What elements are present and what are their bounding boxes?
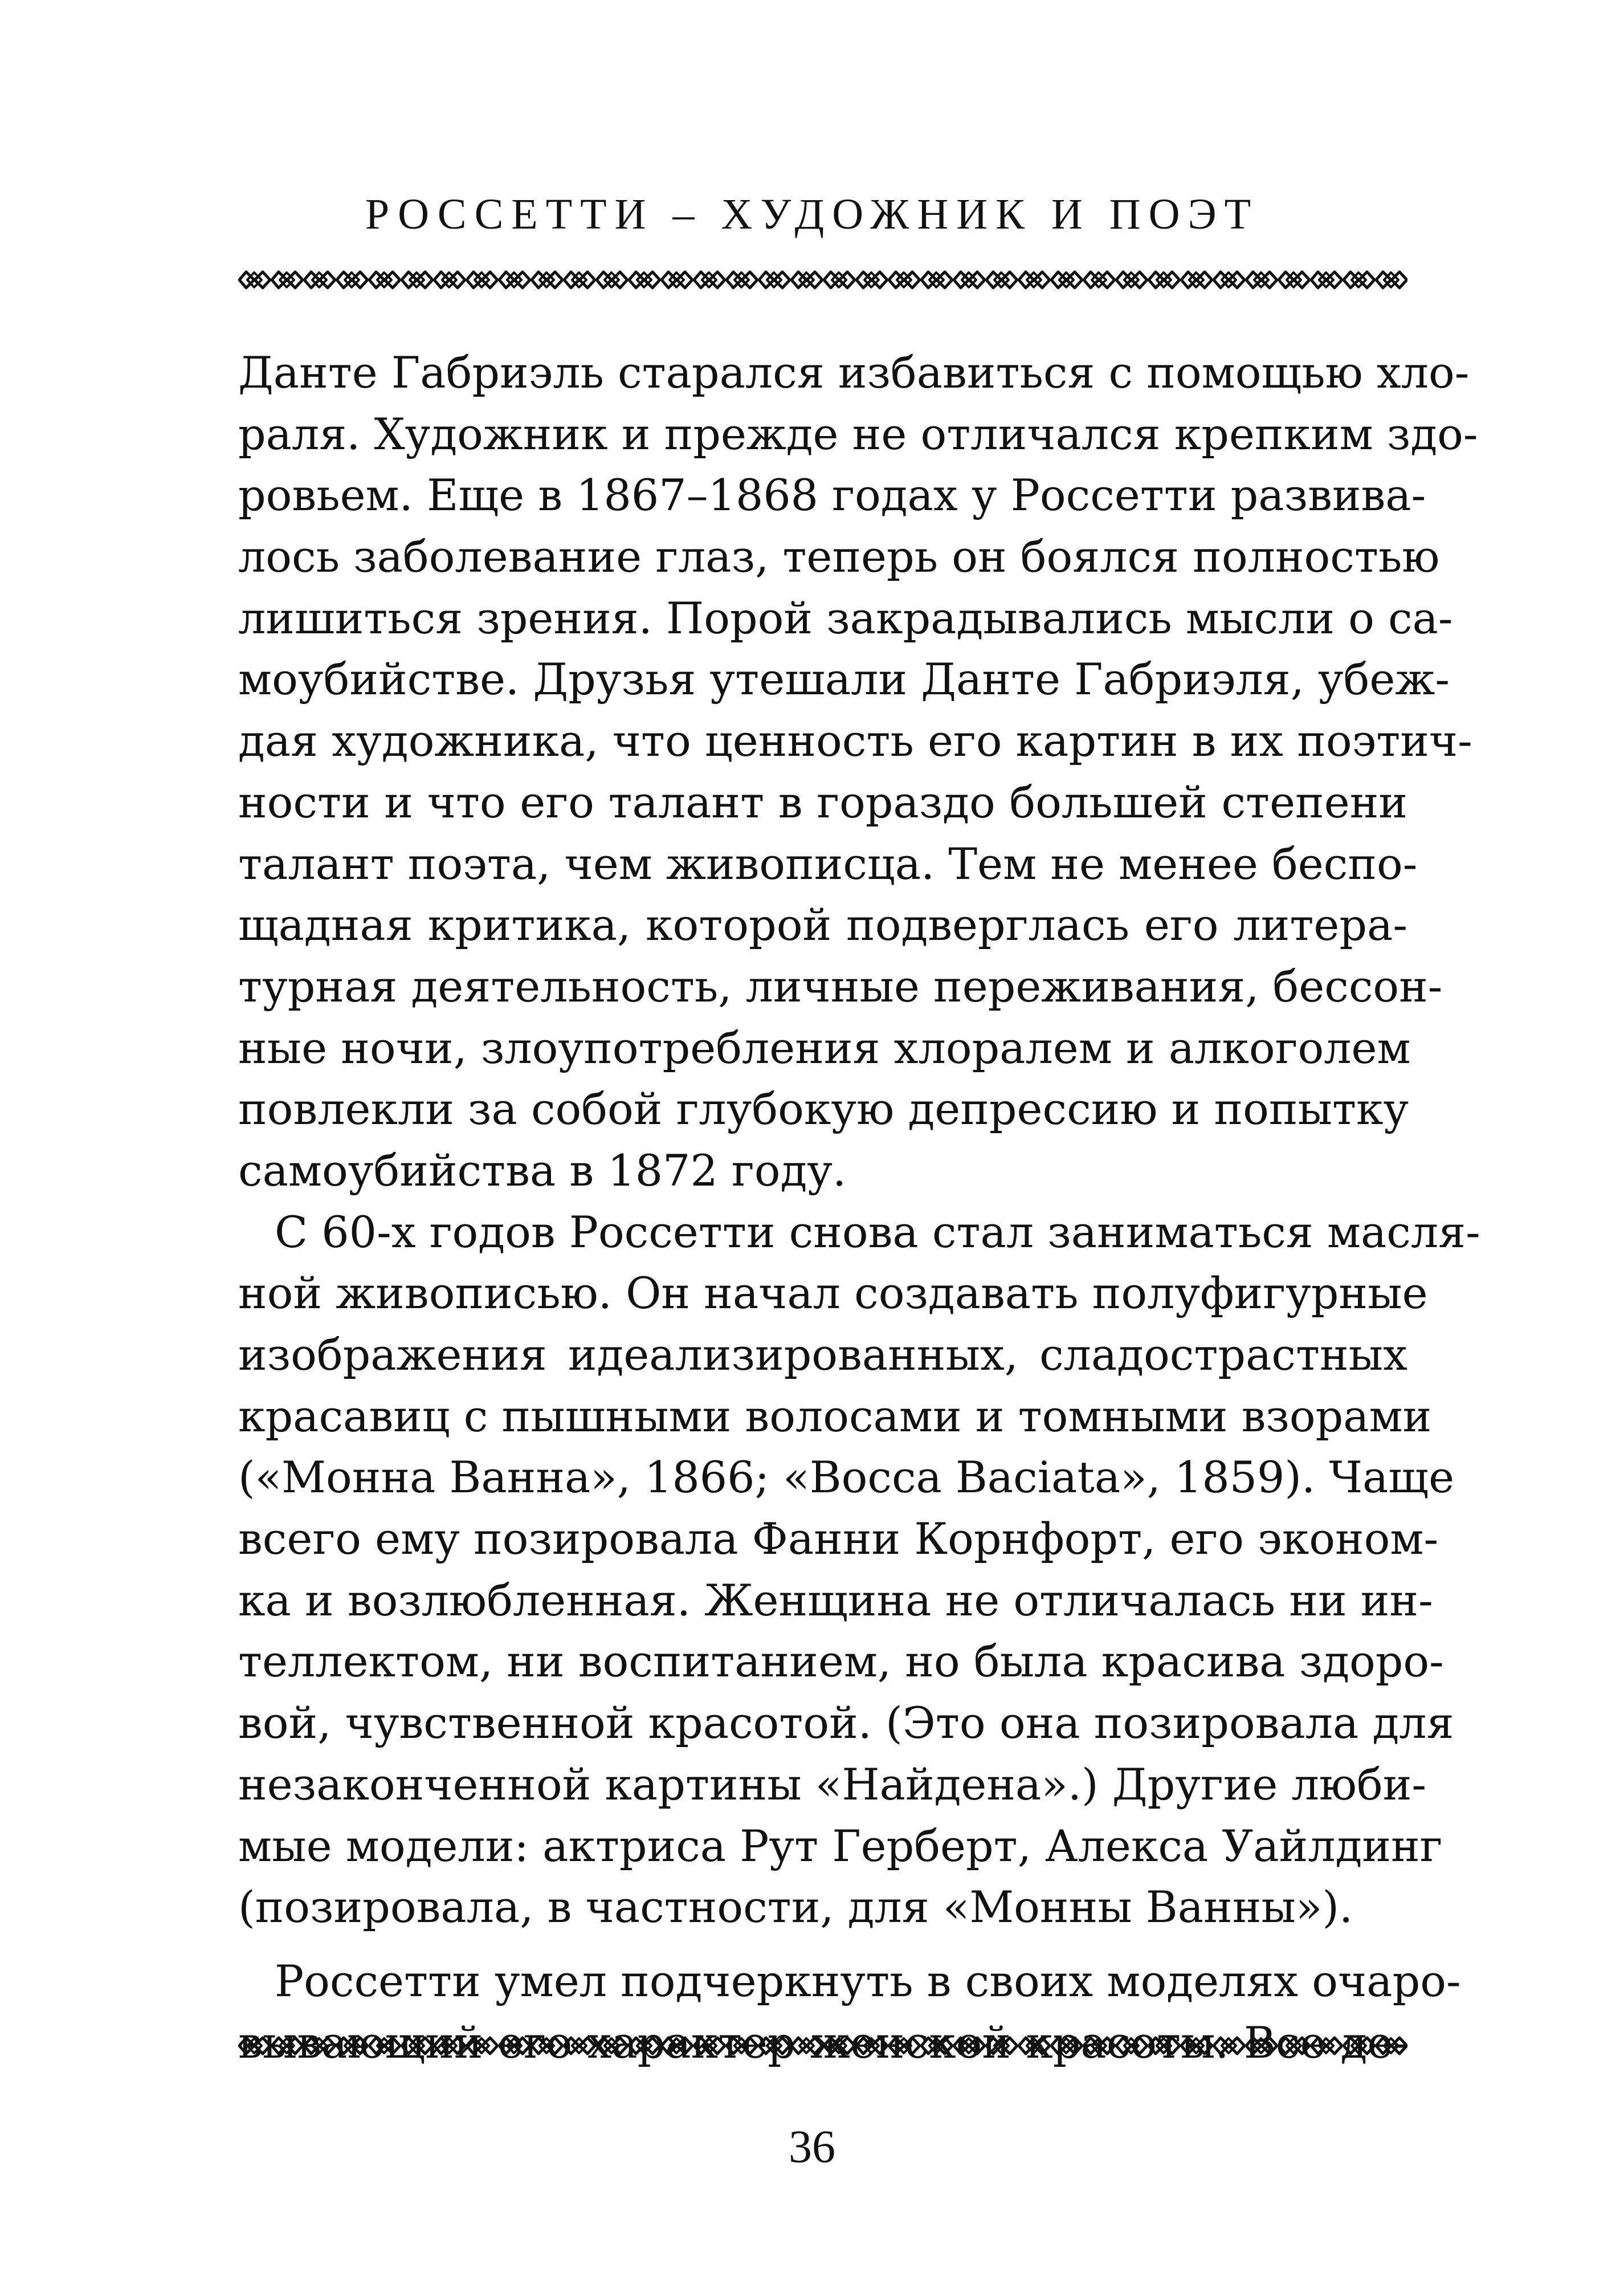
text-line: Россетти умел подчеркнуть в своих моделях очаро-: [275, 1955, 1461, 2006]
text-line: мые модели: актриса Рут Герберт, Алекса Уайлдинг: [238, 1820, 1443, 1871]
text-line: («Монна Ванна», 1866; «Bocca Baciata», 1859). Чаще: [238, 1452, 1455, 1503]
body-text: [238, 342, 1480, 2073]
running-head: РОССЕТТИ – ХУДОЖНИК И ПОЭТ: [365, 190, 1259, 238]
text-line: талант поэта, чем живописца. Тем не менее беспо-: [238, 838, 1418, 889]
braid-ornament-icon: [238, 2034, 1407, 2058]
text-line: (позировала, в частности, для «Монны Ванны»).: [238, 1882, 1353, 1933]
text-line: Данте Габриэль старался избавиться с помощью хло-: [238, 347, 1470, 398]
text-line: незаконченной картины «Найдена».) Другие люби-: [238, 1758, 1427, 1810]
text-line: самоубийства в 1872 году.: [238, 1145, 847, 1196]
text-line: ка и возлюбленная. Женщина не отличалась ни ин-: [238, 1574, 1433, 1626]
text-line: ности и что его талант в гораздо большей степени: [238, 776, 1407, 828]
page-number: 36: [789, 2120, 835, 2172]
text-line: моубийстве. Друзья утешали Данте Габриэля, убеж-: [238, 654, 1450, 705]
text-line: повлекли за собой глубокую депрессию и попытку: [238, 1084, 1409, 1135]
paragraph-gap: [238, 1938, 1407, 1951]
text-line: ные ночи, злоупотребления хлоралем и алкоголем: [238, 1022, 1411, 1073]
text-line: красавиц с пышными волосами и томными взорами: [238, 1390, 1432, 1442]
text-line: теллектом, ни воспитанием, но была красива здоро-: [238, 1636, 1444, 1687]
text-line: С 60-х годов Россетти снова стал заниматься масля-: [275, 1206, 1480, 1257]
text-line: изображения идеализированных, сладострастных: [238, 1329, 1407, 1380]
text-line: вой, чувственной красотой. (Это она позировала для: [238, 1697, 1454, 1749]
text-line: лишиться зрения. Порой закрадывались мысли о са-: [238, 592, 1453, 644]
text-line: ной живописью. Он начал создавать полуфигурные: [238, 1268, 1428, 1319]
text-line: раля. Художник и прежде не отличался крепким здо-: [238, 408, 1478, 459]
text-line: дая художника, что ценность его картин в их поэтич-: [238, 715, 1472, 767]
braid-ornament-icon: [238, 268, 1407, 292]
text-line: лось заболевание глаз, теперь он боялся полностью: [238, 531, 1440, 583]
text-line: щадная критика, которой подверглась его литера-: [238, 899, 1407, 951]
text-line: всего ему позировала Фанни Корнфорт, его эконом-: [238, 1513, 1439, 1565]
text-line: ровьем. Еще в 1867–1868 годах у Россетти развива-: [238, 470, 1426, 521]
text-line: турная деятельность, личные переживания, бессон-: [238, 960, 1443, 1012]
